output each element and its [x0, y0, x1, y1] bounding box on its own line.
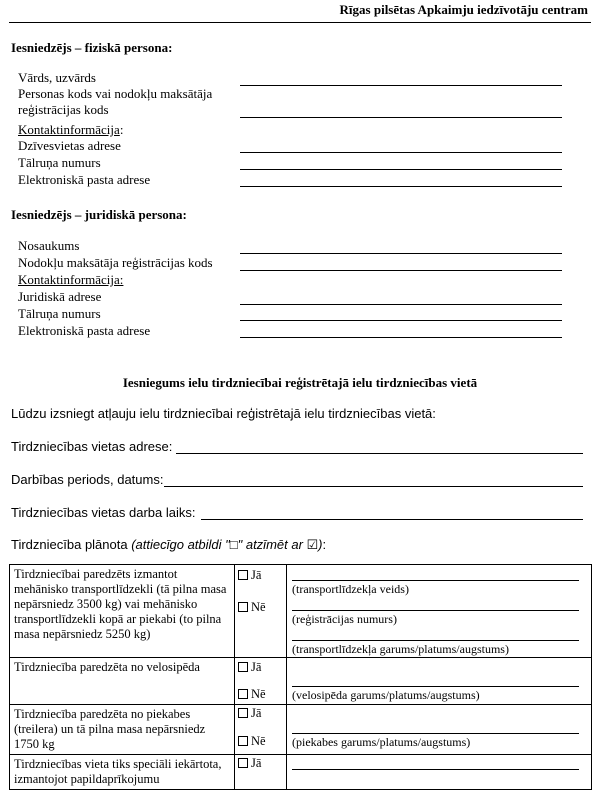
contact-info-colon: : — [119, 122, 124, 137]
header-divider — [9, 22, 591, 23]
bicycle-yes[interactable] — [238, 660, 261, 675]
option-choice-cell — [235, 705, 287, 755]
legal-email-field[interactable] — [240, 337, 562, 338]
contact-info-underlined: Kontaktinformācija — [18, 122, 120, 137]
motor-vehicle-no[interactable] — [238, 600, 266, 615]
option-description-cell — [10, 658, 235, 705]
company-name-field[interactable] — [240, 253, 562, 254]
bicycle-no[interactable] — [238, 687, 266, 702]
yes-label: Jā — [251, 568, 262, 582]
registration-number-field[interactable] — [292, 610, 579, 611]
checkbox-icon[interactable] — [238, 570, 248, 580]
legal-phone-field[interactable] — [240, 320, 562, 321]
checkbox-icon[interactable] — [238, 708, 248, 718]
equipment-text: Tirdzniecības vieta tiks speciāli iekārtota, izmantojot papildaprīkojumu — [14, 757, 222, 786]
checkbox-icon[interactable] — [238, 736, 248, 746]
hours-label: Tirdzniecības vietas darba laiks: — [11, 505, 196, 520]
table-row — [10, 755, 592, 790]
vehicle-dimensions-label: (transportlīdzekļa garums/platums/augstums) — [292, 642, 509, 656]
name-field[interactable] — [240, 85, 562, 86]
physical-person-heading: Iesniedzējs – fiziskā persona: — [11, 40, 173, 55]
registration-number-label: (reģistrācijas numurs) — [292, 612, 397, 626]
trailer-yes[interactable] — [238, 706, 261, 721]
trade-options-table — [9, 564, 592, 790]
option-description-cell — [10, 565, 235, 658]
phone-field[interactable] — [240, 169, 562, 170]
planned-hint: (attiecīgo atbildi "□" atzīmēt ar ☑) — [131, 537, 323, 552]
personal-code-label-line1: Personas kods vai nodokļu maksātāja — [18, 86, 213, 101]
period-label: Darbības periods, datums: — [11, 472, 164, 487]
residence-address-field[interactable] — [240, 152, 562, 153]
contact-info-label — [18, 122, 123, 138]
vehicle-type-field[interactable] — [292, 580, 579, 581]
no-label: Nē — [251, 734, 266, 748]
application-title: Iesniegums ielu tirdzniecībai reģistrētajā ielu tirdzniecības vietā — [122, 375, 478, 390]
no-label: Nē — [251, 600, 266, 614]
legal-contact-info-label: Kontaktinformācija: — [18, 272, 124, 287]
motor-vehicle-text: Tirdzniecībai paredzēts izmantot mehānisko transportlīdzekli (tā pilna masa nepārsniedz 3500 kg) vai mehānisko transportlīdzekli kopā ar piekabi (to pilna masa nepārsniedz 5250 kg) — [14, 567, 227, 641]
bicycle-dimensions-label: (velosipēda garums/platums/augstums) — [292, 688, 480, 702]
checkbox-icon[interactable] — [238, 689, 248, 699]
equipment-field[interactable] — [292, 769, 579, 770]
option-fields-cell — [287, 565, 592, 658]
trade-address-field[interactable] — [176, 453, 583, 454]
option-choice-cell — [235, 658, 287, 705]
request-text: Lūdzu izsniegt atļauju ielu tirdzniecībai reģistrētajā ielu tirdzniecības vietā: — [11, 406, 436, 421]
checkbox-icon[interactable] — [238, 662, 248, 672]
legal-address-field[interactable] — [240, 304, 562, 305]
no-label: Nē — [251, 687, 266, 701]
trailer-dimensions-label: (piekabes garums/platums/augstums) — [292, 735, 471, 749]
bicycle-dimensions-field[interactable] — [292, 686, 579, 687]
legal-phone-label: Tālruņa numurs — [18, 306, 101, 321]
planned-text: Tirdzniecība plānota — [11, 537, 132, 552]
bicycle-text: Tirdzniecība paredzēta no velosipēda — [14, 660, 200, 674]
email-label: Elektroniskā pasta adrese — [18, 172, 151, 187]
legal-address-label: Juridiskā adrese — [18, 289, 102, 304]
email-field[interactable] — [240, 186, 562, 187]
trailer-no[interactable] — [238, 734, 266, 749]
option-fields-cell — [287, 705, 592, 755]
checkbox-icon[interactable] — [238, 758, 248, 768]
option-choice-cell — [235, 565, 287, 658]
option-description-cell — [10, 705, 235, 755]
personal-code-field[interactable] — [240, 117, 562, 118]
yes-label: Jā — [251, 756, 262, 770]
phone-label: Tālruņa numurs — [18, 155, 101, 170]
yes-label: Jā — [251, 660, 262, 674]
tax-code-field[interactable] — [240, 270, 562, 271]
company-name-label: Nosaukums — [18, 238, 80, 253]
planned-colon: : — [322, 537, 327, 552]
residence-address-label: Dzīvesvietas adrese — [18, 138, 121, 153]
option-fields-cell — [287, 658, 592, 705]
planned-label — [11, 537, 326, 553]
option-description-cell — [10, 755, 235, 790]
legal-person-heading: Iesniedzējs – juridiskā persona: — [11, 207, 187, 222]
table-row — [10, 658, 592, 705]
yes-label: Jā — [251, 706, 262, 720]
table-row — [10, 565, 592, 658]
name-label: Vārds, uzvārds — [18, 70, 96, 85]
option-choice-cell — [235, 755, 287, 790]
vehicle-type-label: (transportlīdzekļa veids) — [292, 582, 409, 596]
table-row — [10, 705, 592, 755]
tax-code-label: Nodokļu maksātāja reģistrācijas kods — [18, 255, 213, 270]
motor-vehicle-yes[interactable] — [238, 568, 261, 583]
option-fields-cell — [287, 755, 592, 790]
hours-field[interactable] — [201, 519, 583, 520]
vehicle-dimensions-field[interactable] — [292, 640, 579, 641]
period-field[interactable] — [164, 486, 583, 487]
checkbox-icon[interactable] — [238, 602, 248, 612]
recipient-header: Rīgas pilsētas Apkaimju iedzīvotāju centram — [339, 2, 588, 17]
legal-email-label: Elektroniskā pasta adrese — [18, 323, 151, 338]
equipment-yes[interactable] — [238, 756, 261, 771]
trailer-dimensions-field[interactable] — [292, 733, 579, 734]
trailer-text: Tirdzniecība paredzēta no piekabes (treilera) un tā pilna masa nepārsniedz 1750 kg — [14, 707, 206, 751]
personal-code-label-line2: reģistrācijas kods — [18, 102, 109, 117]
trade-address-label: Tirdzniecības vietas adrese: — [11, 439, 173, 454]
